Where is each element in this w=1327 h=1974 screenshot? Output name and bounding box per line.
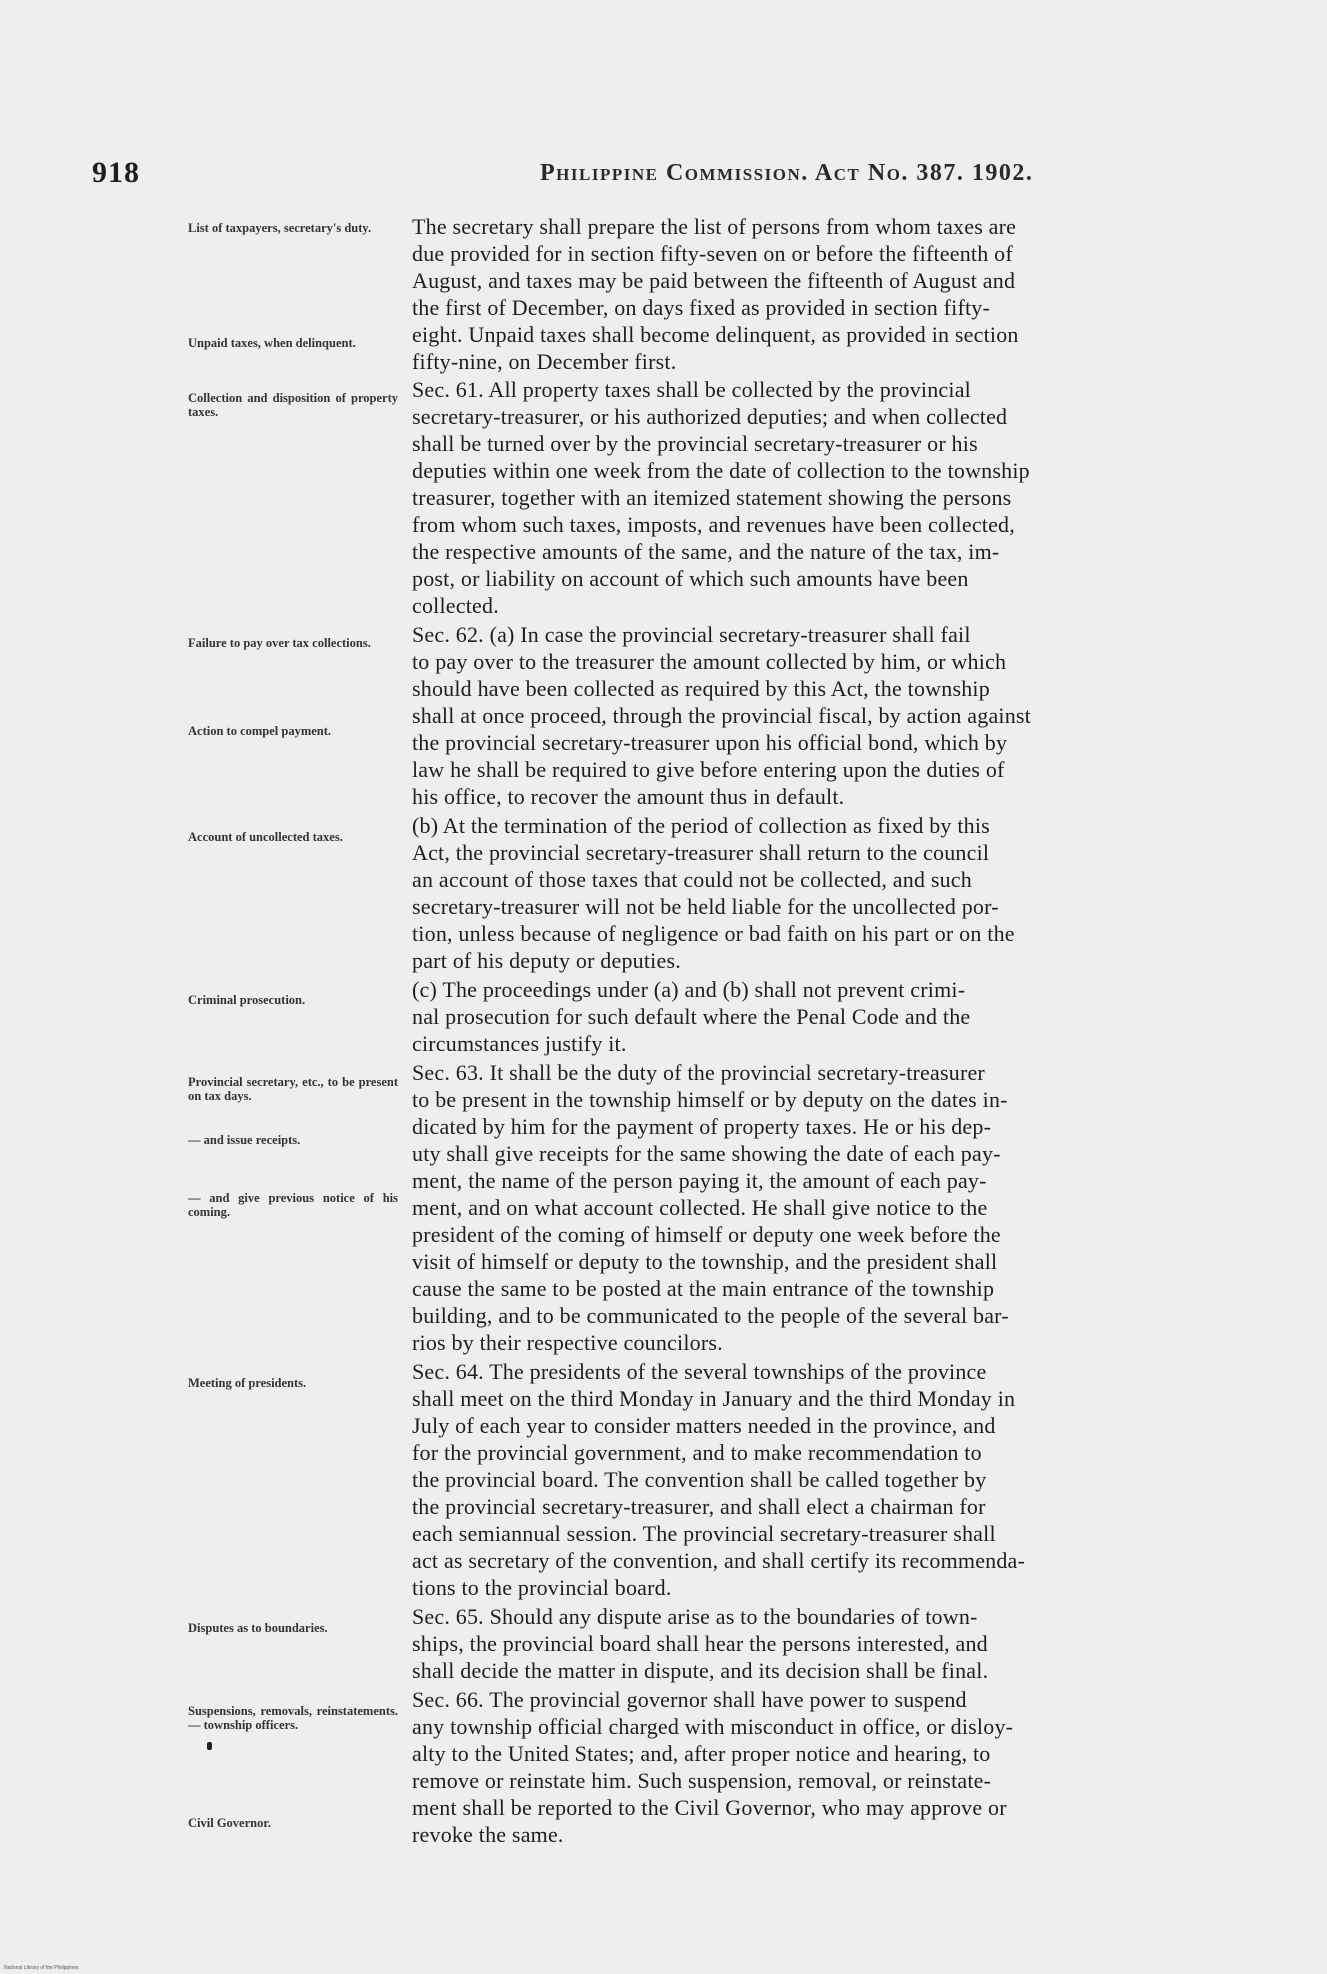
bullet-mark <box>207 1742 212 1750</box>
margin-note: Meeting of presidents. <box>188 1376 307 1390</box>
running-head: Philippine Commission. Act No. 387. 1902. <box>540 160 1034 186</box>
text-line: ment, and on what account collected. He shall give notice to the <box>412 1195 988 1220</box>
text-line: July of each year to consider matters needed in the province, and <box>412 1413 996 1438</box>
text-line: secretary-treasurer, or his authorized deputies; and when collected <box>412 404 1008 429</box>
margin-note: Disputes as to boundaries. <box>188 1621 328 1635</box>
text-line: to be present in the township himself or by deputy on the dates in- <box>412 1087 1008 1112</box>
text-line: building, and to be communicated to the people of the several bar- <box>412 1303 1009 1328</box>
text-line: The secretary shall prepare the list of persons from whom taxes are <box>412 214 1017 239</box>
text-line: shall at once proceed, through the provincial fiscal, by action against <box>412 703 1031 728</box>
text-line: rios by their respective councilors. <box>412 1330 723 1355</box>
text-line: circumstances justify it. <box>412 1031 627 1056</box>
text-line: Act, the provincial secretary-treasurer shall return to the council <box>412 840 990 865</box>
text-line: revoke the same. <box>412 1822 564 1847</box>
text-line: ships, the provincial board shall hear the persons interested, and <box>412 1631 988 1656</box>
text-line: fifty-nine, on December first. <box>412 349 677 374</box>
text-line: act as secretary of the convention, and shall certify its recommenda- <box>412 1548 1026 1573</box>
text-line: (c) The proceedings under (a) and (b) shall not prevent crimi- <box>412 977 966 1002</box>
text-line: post, or liability on account of which such amounts have been <box>412 566 969 591</box>
text-line: president of the coming of himself or deputy one week before the <box>412 1222 1001 1247</box>
text-line: for the provincial government, and to make recommendation to <box>412 1440 982 1465</box>
text-line: shall be turned over by the provincial secretary-treasurer or his <box>412 431 978 456</box>
margin-note: Collection and disposition of property taxes. <box>188 391 398 419</box>
text-line: ment shall be reported to the Civil Governor, who may approve or <box>412 1795 1007 1820</box>
text-line: ment, the name of the person paying it, the amount of each pay- <box>412 1168 987 1193</box>
text-line: Sec. 61. All property taxes shall be collected by the provincial <box>412 377 971 402</box>
text-line: part of his deputy or deputies. <box>412 948 681 973</box>
text-line: alty to the United States; and, after proper notice and hearing, to <box>412 1741 991 1766</box>
text-line: the first of December, on days fixed as provided in section fifty- <box>412 295 991 320</box>
text-line: cause the same to be posted at the main entrance of the township <box>412 1276 995 1301</box>
margin-note: — and issue receipts. <box>188 1133 301 1147</box>
text-line: each semiannual session. The provincial secretary-treasurer shall <box>412 1521 996 1546</box>
text-line: shall meet on the third Monday in January and the third Monday in <box>412 1386 1016 1411</box>
text-line: the respective amounts of the same, and the nature of the tax, im- <box>412 539 1000 564</box>
text-line: shall decide the matter in dispute, and its decision shall be final. <box>412 1658 989 1683</box>
text-line: Sec. 66. The provincial governor shall have power to suspend <box>412 1687 967 1712</box>
margin-note: Civil Governor. <box>188 1816 271 1830</box>
text-line: collected. <box>412 593 499 618</box>
text-line: eight. Unpaid taxes shall become delinquent, as provided in section <box>412 322 1019 347</box>
text-line: dicated by him for the payment of property taxes. He or his dep- <box>412 1114 992 1139</box>
margin-note: Account of uncollected taxes. <box>188 830 343 844</box>
text-line: secretary-treasurer will not be held liable for the uncollected por- <box>412 894 999 919</box>
text-line: tion, unless because of negligence or bad faith on his part or on the <box>412 921 1015 946</box>
text-line: Sec. 64. The presidents of the several townships of the province <box>412 1359 987 1384</box>
text-line: (b) At the termination of the period of collection as fixed by this <box>412 813 990 838</box>
text-line: law he shall be required to give before entering upon the duties of <box>412 757 1005 782</box>
text-line: from whom such taxes, imposts, and revenues have been collected, <box>412 512 1015 537</box>
text-line: an account of those taxes that could not be collected, and such <box>412 867 972 892</box>
text-line: nal prosecution for such default where the Penal Code and the <box>412 1004 971 1029</box>
text-line: uty shall give receipts for the same showing the date of each pay- <box>412 1141 1001 1166</box>
text-line: remove or reinstate him. Such suspension, removal, or reinstate- <box>412 1768 992 1793</box>
text-line: should have been collected as required by this Act, the township <box>412 676 990 701</box>
text-line: deputies within one week from the date of collection to the township <box>412 458 1030 483</box>
text-line: the provincial board. The convention shall be called together by <box>412 1467 987 1492</box>
margin-note: Provincial secretary, etc., to be present on tax days. <box>188 1075 398 1103</box>
text-line: to pay over to the treasurer the amount collected by him, or which <box>412 649 1007 674</box>
text-line: Sec. 62. (a) In case the provincial secretary-treasurer shall fail <box>412 622 971 647</box>
page-number: 918 <box>92 156 140 189</box>
margin-note: Suspensions, removals, reinstatements. — township officers. <box>188 1704 398 1732</box>
text-line: tions to the provincial board. <box>412 1575 672 1600</box>
text-line: the provincial secretary-treasurer upon his official bond, which by <box>412 730 1008 755</box>
text-line: due provided for in section fifty-seven on or before the fifteenth of <box>412 241 1013 266</box>
margin-note: Failure to pay over tax collections. <box>188 636 371 650</box>
text-line: Sec. 65. Should any dispute arise as to the boundaries of town- <box>412 1604 978 1629</box>
text-line: visit of himself or deputy to the township, and the president shall <box>412 1249 998 1274</box>
text-line: the provincial secretary-treasurer, and shall elect a chairman for <box>412 1494 986 1519</box>
text-line: Sec. 63. It shall be the duty of the provincial secretary-treasurer <box>412 1060 985 1085</box>
margin-note: Criminal prosecution. <box>188 993 306 1007</box>
text-line: his office, to recover the amount thus in default. <box>412 784 845 809</box>
margin-note: — and give previous notice of his coming. <box>188 1191 398 1219</box>
margin-note: Unpaid taxes, when delinquent. <box>188 336 356 350</box>
text-line: any township official charged with misconduct in office, or disloy- <box>412 1714 1014 1739</box>
text-line: August, and taxes may be paid between the fifteenth of August and <box>412 268 1016 293</box>
margin-note: Action to compel payment. <box>188 724 332 738</box>
margin-note: List of taxpayers, secretary's duty. <box>188 221 372 235</box>
text-line: treasurer, together with an itemized statement showing the persons <box>412 485 1012 510</box>
footer-credit: National Library of the Philippines <box>4 1965 79 1971</box>
